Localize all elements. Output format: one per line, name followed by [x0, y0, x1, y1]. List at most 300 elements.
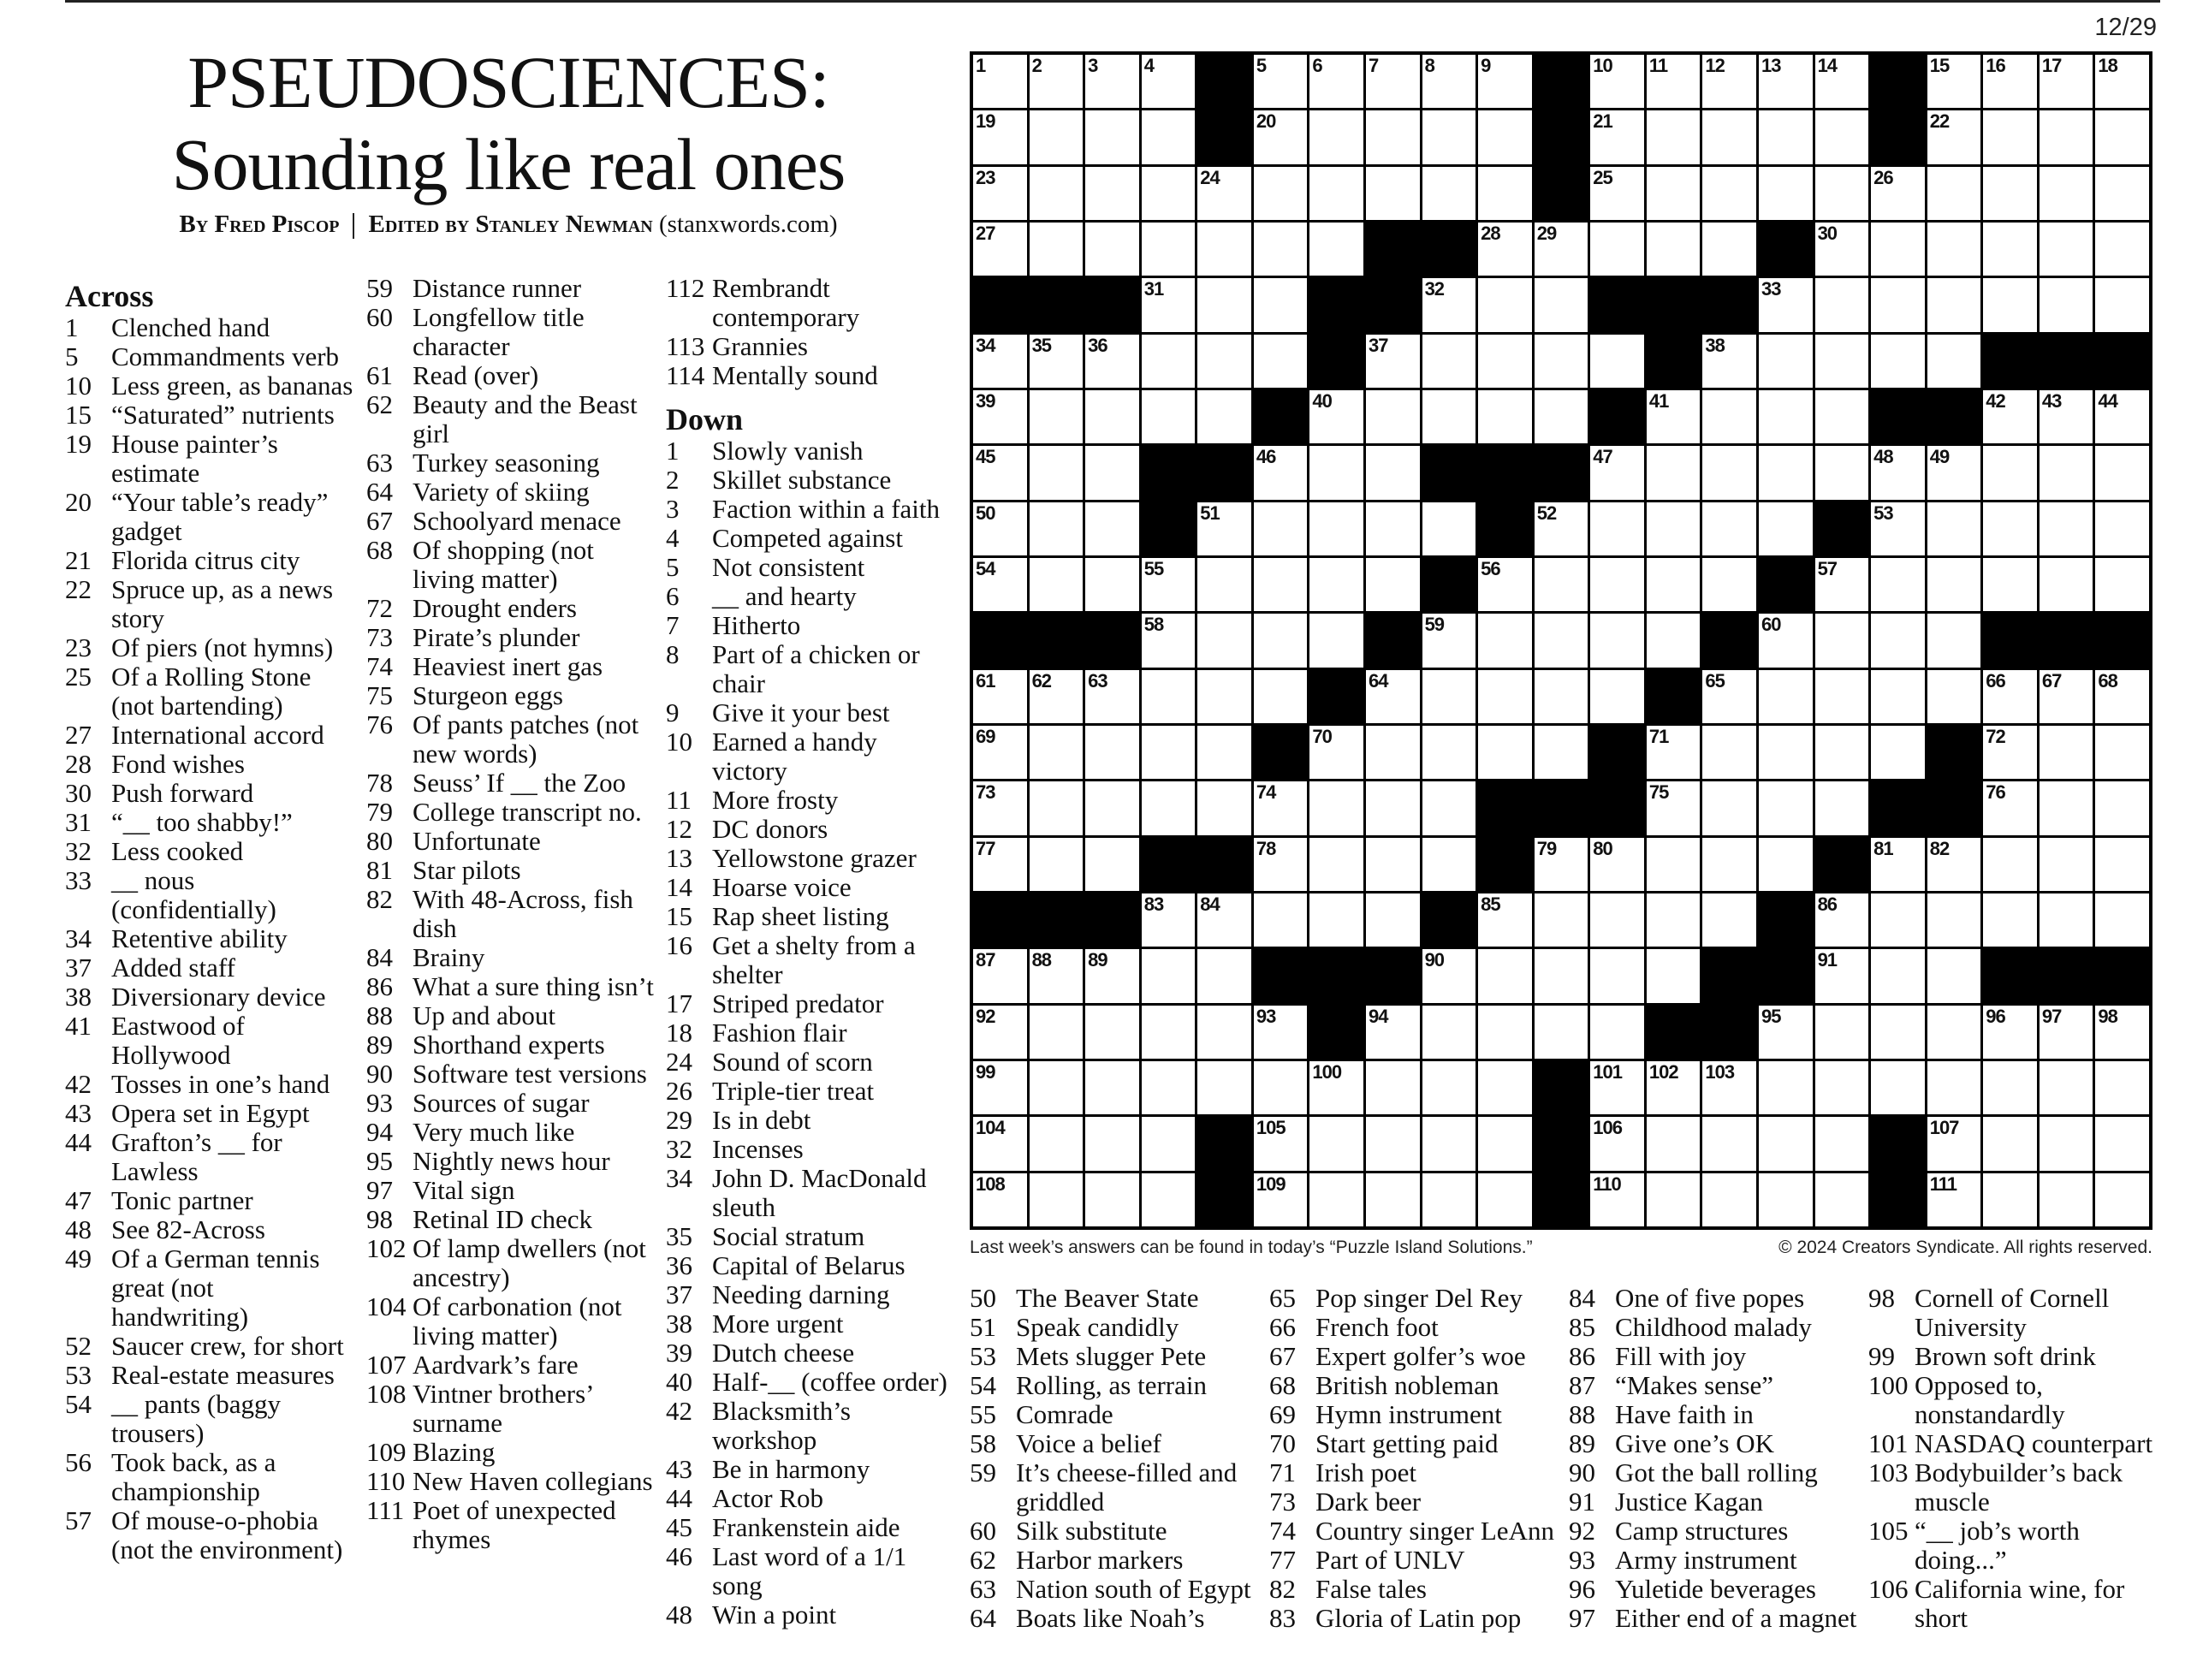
clue-item[interactable] — [65, 371, 356, 401]
clue-item[interactable] — [970, 1371, 1261, 1400]
grid-cell[interactable] — [1142, 558, 1196, 611]
grid-cell[interactable] — [1815, 670, 1869, 723]
grid-cell[interactable] — [2040, 390, 2093, 443]
grid-cell[interactable] — [2040, 167, 2093, 220]
grid-cell[interactable] — [1197, 335, 1251, 388]
grid-cell[interactable] — [1983, 110, 2037, 163]
grid-cell[interactable] — [1142, 1006, 1196, 1059]
grid-cell[interactable] — [1142, 1061, 1196, 1114]
grid-cell[interactable] — [1478, 726, 1532, 779]
clue-item[interactable] — [1569, 1546, 1860, 1575]
grid-cell[interactable] — [2095, 781, 2149, 834]
clue-item[interactable] — [366, 798, 657, 827]
grid-cell[interactable] — [1759, 110, 1813, 163]
grid-cell[interactable] — [1366, 558, 1420, 611]
grid-cell[interactable] — [1309, 614, 1363, 667]
clue-item[interactable] — [1569, 1458, 1860, 1487]
grid-cell[interactable] — [2040, 110, 2093, 163]
grid-cell[interactable] — [1535, 390, 1588, 443]
grid-cell[interactable] — [2040, 838, 2093, 891]
clue-item[interactable] — [1868, 1429, 2159, 1458]
grid-cell[interactable] — [1983, 1061, 2037, 1114]
clue-item[interactable] — [366, 652, 657, 681]
grid-cell[interactable] — [2095, 167, 2149, 220]
grid-cell[interactable] — [1702, 167, 1756, 220]
grid-cell[interactable] — [1535, 558, 1588, 611]
grid-cell[interactable] — [1085, 949, 1139, 1002]
grid-cell[interactable] — [1478, 1006, 1532, 1059]
grid-cell[interactable] — [1085, 1006, 1139, 1059]
grid-cell[interactable] — [1254, 893, 1308, 947]
grid-cell[interactable] — [1085, 446, 1139, 499]
grid-cell[interactable] — [1927, 838, 1981, 891]
clue-item[interactable] — [1269, 1458, 1560, 1487]
grid-cell[interactable] — [1647, 223, 1701, 276]
grid-cell[interactable] — [1309, 110, 1363, 163]
grid-cell[interactable] — [1142, 278, 1196, 331]
clue-item[interactable] — [1569, 1284, 1860, 1313]
clue-item[interactable] — [666, 274, 957, 332]
clue-item[interactable] — [1569, 1429, 1860, 1458]
grid-cell[interactable] — [1927, 1117, 1981, 1170]
grid-cell[interactable] — [1590, 558, 1644, 611]
clue-item[interactable] — [1868, 1458, 2159, 1517]
grid-cell[interactable] — [1983, 781, 2037, 834]
grid-cell[interactable] — [1366, 1173, 1420, 1226]
crossword-grid[interactable] — [970, 51, 2152, 1230]
grid-cell[interactable] — [1815, 781, 1869, 834]
grid-cell[interactable] — [1142, 335, 1196, 388]
grid-cell[interactable] — [2095, 1173, 2149, 1226]
clue-item[interactable] — [666, 1455, 957, 1484]
grid-cell[interactable] — [1647, 110, 1701, 163]
grid-cell[interactable] — [1815, 558, 1869, 611]
grid-cell[interactable] — [1871, 1061, 1925, 1114]
grid-cell[interactable] — [1815, 1006, 1869, 1059]
grid-cell[interactable] — [1197, 1061, 1251, 1114]
grid-cell[interactable] — [1366, 893, 1420, 947]
grid-cell[interactable] — [1590, 446, 1644, 499]
clue-item[interactable] — [666, 902, 957, 931]
grid-cell[interactable] — [1422, 1117, 1476, 1170]
grid-cell[interactable] — [1815, 726, 1869, 779]
grid-cell[interactable] — [1702, 726, 1756, 779]
grid-cell[interactable] — [1983, 1006, 2037, 1059]
grid-cell[interactable] — [1590, 893, 1644, 947]
clue-item[interactable] — [366, 1351, 657, 1380]
clue-item[interactable] — [65, 1099, 356, 1128]
clue-item[interactable] — [366, 1234, 657, 1292]
grid-cell[interactable] — [2095, 558, 2149, 611]
grid-cell[interactable] — [1309, 55, 1363, 108]
grid-cell[interactable] — [1927, 502, 1981, 555]
grid-cell[interactable] — [1142, 949, 1196, 1002]
grid-cell[interactable] — [1759, 446, 1813, 499]
grid-cell[interactable] — [1197, 223, 1251, 276]
grid-cell[interactable] — [1085, 726, 1139, 779]
clue-item[interactable] — [666, 815, 957, 844]
clue-item[interactable] — [366, 1176, 657, 1205]
grid-cell[interactable] — [2095, 390, 2149, 443]
grid-cell[interactable] — [1871, 223, 1925, 276]
clue-item[interactable] — [366, 536, 657, 594]
grid-cell[interactable] — [1422, 502, 1476, 555]
grid-cell[interactable] — [1927, 670, 1981, 723]
clue-item[interactable] — [666, 1106, 957, 1135]
grid-cell[interactable] — [1478, 278, 1532, 331]
clue-item[interactable] — [666, 1048, 957, 1077]
grid-cell[interactable] — [1366, 726, 1420, 779]
grid-cell[interactable] — [1030, 502, 1084, 555]
grid-cell[interactable] — [1927, 949, 1981, 1002]
clue-item[interactable] — [666, 1164, 957, 1222]
clue-item[interactable] — [1868, 1284, 2159, 1342]
grid-cell[interactable] — [1590, 502, 1644, 555]
clue-item[interactable] — [970, 1429, 1261, 1458]
clue-item[interactable] — [366, 448, 657, 478]
grid-cell[interactable] — [1422, 335, 1476, 388]
grid-cell[interactable] — [1142, 1117, 1196, 1170]
grid-cell[interactable] — [1366, 838, 1420, 891]
clue-item[interactable] — [1269, 1546, 1560, 1575]
grid-cell[interactable] — [1535, 502, 1588, 555]
grid-cell[interactable] — [2040, 1117, 2093, 1170]
clue-item[interactable] — [1269, 1284, 1560, 1313]
grid-cell[interactable] — [1871, 670, 1925, 723]
clue-item[interactable] — [65, 1390, 356, 1448]
clue-item[interactable] — [666, 1397, 957, 1455]
grid-cell[interactable] — [1142, 614, 1196, 667]
grid-cell[interactable] — [1815, 110, 1869, 163]
grid-cell[interactable] — [1815, 1117, 1869, 1170]
grid-cell[interactable] — [1927, 167, 1981, 220]
clue-item[interactable] — [666, 931, 957, 989]
grid-cell[interactable] — [1030, 223, 1084, 276]
clue-item[interactable] — [366, 623, 657, 652]
clue-item[interactable] — [1569, 1371, 1860, 1400]
grid-cell[interactable] — [2040, 893, 2093, 947]
grid-cell[interactable] — [1815, 614, 1869, 667]
grid-cell[interactable] — [1254, 670, 1308, 723]
clue-item[interactable] — [970, 1575, 1261, 1604]
grid-cell[interactable] — [1647, 55, 1701, 108]
clue-item[interactable] — [65, 1332, 356, 1361]
clue-item[interactable] — [366, 1292, 657, 1351]
clue-item[interactable] — [666, 989, 957, 1018]
grid-cell[interactable] — [1983, 1117, 2037, 1170]
clue-item[interactable] — [366, 1438, 657, 1467]
clue-item[interactable] — [65, 837, 356, 866]
clue-item[interactable] — [65, 750, 356, 779]
grid-cell[interactable] — [1535, 893, 1588, 947]
grid-cell[interactable] — [1309, 1173, 1363, 1226]
grid-cell[interactable] — [1366, 335, 1420, 388]
grid-cell[interactable] — [2095, 726, 2149, 779]
grid-cell[interactable] — [1983, 446, 2037, 499]
grid-cell[interactable] — [2040, 726, 2093, 779]
clue-item[interactable] — [666, 553, 957, 582]
clue-item[interactable] — [666, 786, 957, 815]
grid-cell[interactable] — [1702, 558, 1756, 611]
grid-cell[interactable] — [1590, 1061, 1644, 1114]
grid-cell[interactable] — [1197, 502, 1251, 555]
grid-cell[interactable] — [1815, 949, 1869, 1002]
clue-item[interactable] — [1569, 1342, 1860, 1371]
grid-cell[interactable] — [1030, 670, 1084, 723]
clue-item[interactable] — [65, 721, 356, 750]
grid-cell[interactable] — [1647, 558, 1701, 611]
grid-cell[interactable] — [1478, 949, 1532, 1002]
grid-cell[interactable] — [1702, 1173, 1756, 1226]
clue-item[interactable] — [970, 1517, 1261, 1546]
grid-cell[interactable] — [1085, 502, 1139, 555]
grid-cell[interactable] — [1815, 167, 1869, 220]
clue-item[interactable] — [366, 943, 657, 972]
grid-cell[interactable] — [1030, 781, 1084, 834]
grid-cell[interactable] — [1197, 167, 1251, 220]
clue-item[interactable] — [366, 390, 657, 448]
grid-cell[interactable] — [1030, 1061, 1084, 1114]
grid-cell[interactable] — [1759, 1061, 1813, 1114]
clue-item[interactable] — [366, 1089, 657, 1118]
clue-item[interactable] — [366, 478, 657, 507]
grid-cell[interactable] — [1422, 838, 1476, 891]
clue-item[interactable] — [65, 313, 356, 342]
clue-item[interactable] — [666, 1600, 957, 1630]
grid-cell[interactable] — [1254, 1173, 1308, 1226]
grid-cell[interactable] — [1142, 110, 1196, 163]
grid-cell[interactable] — [1759, 167, 1813, 220]
grid-cell[interactable] — [2095, 893, 2149, 947]
clue-item[interactable] — [1868, 1342, 2159, 1371]
grid-cell[interactable] — [1702, 335, 1756, 388]
clue-item[interactable] — [65, 1448, 356, 1506]
clue-item[interactable] — [1569, 1487, 1860, 1517]
clue-item[interactable] — [366, 972, 657, 1001]
clue-item[interactable] — [65, 1128, 356, 1186]
clue-item[interactable] — [970, 1604, 1261, 1633]
grid-cell[interactable] — [1030, 726, 1084, 779]
grid-cell[interactable] — [1983, 1173, 2037, 1226]
grid-cell[interactable] — [1759, 390, 1813, 443]
grid-cell[interactable] — [1535, 335, 1588, 388]
grid-cell[interactable] — [1085, 167, 1139, 220]
grid-cell[interactable] — [1927, 558, 1981, 611]
grid-cell[interactable] — [1422, 949, 1476, 1002]
grid-cell[interactable] — [1759, 670, 1813, 723]
grid-cell[interactable] — [1927, 614, 1981, 667]
clue-item[interactable] — [666, 582, 957, 611]
grid-cell[interactable] — [1983, 558, 2037, 611]
grid-cell[interactable] — [1478, 110, 1532, 163]
grid-cell[interactable] — [1142, 893, 1196, 947]
grid-cell[interactable] — [1927, 446, 1981, 499]
clue-item[interactable] — [666, 524, 957, 553]
grid-cell[interactable] — [1983, 726, 2037, 779]
grid-cell[interactable] — [1085, 390, 1139, 443]
clue-item[interactable] — [1269, 1400, 1560, 1429]
grid-cell[interactable] — [1702, 838, 1756, 891]
grid-cell[interactable] — [1702, 223, 1756, 276]
grid-cell[interactable] — [1254, 1006, 1308, 1059]
clue-item[interactable] — [666, 1280, 957, 1309]
grid-cell[interactable] — [973, 1173, 1027, 1226]
clue-item[interactable] — [666, 1135, 957, 1164]
grid-cell[interactable] — [1030, 110, 1084, 163]
clue-item[interactable] — [666, 1484, 957, 1513]
grid-cell[interactable] — [1254, 781, 1308, 834]
grid-cell[interactable] — [1983, 390, 2037, 443]
clue-item[interactable] — [366, 1118, 657, 1147]
grid-cell[interactable] — [2040, 1061, 2093, 1114]
grid-cell[interactable] — [1647, 726, 1701, 779]
grid-cell[interactable] — [1871, 1006, 1925, 1059]
grid-cell[interactable] — [1254, 558, 1308, 611]
grid-cell[interactable] — [1197, 614, 1251, 667]
clue-item[interactable] — [666, 1018, 957, 1048]
clue-item[interactable] — [1269, 1429, 1560, 1458]
grid-cell[interactable] — [1702, 390, 1756, 443]
grid-cell[interactable] — [1366, 446, 1420, 499]
grid-cell[interactable] — [1983, 223, 2037, 276]
grid-cell[interactable] — [1309, 726, 1363, 779]
grid-cell[interactable] — [1254, 167, 1308, 220]
grid-cell[interactable] — [1702, 1061, 1756, 1114]
clue-item[interactable] — [366, 1147, 657, 1176]
grid-cell[interactable] — [973, 502, 1027, 555]
grid-cell[interactable] — [1590, 949, 1644, 1002]
grid-cell[interactable] — [2095, 670, 2149, 723]
grid-cell[interactable] — [1478, 893, 1532, 947]
clue-item[interactable] — [1269, 1517, 1560, 1546]
grid-cell[interactable] — [1647, 446, 1701, 499]
grid-cell[interactable] — [2095, 278, 2149, 331]
clue-item[interactable] — [666, 611, 957, 640]
grid-cell[interactable] — [2040, 558, 2093, 611]
grid-cell[interactable] — [1647, 167, 1701, 220]
clue-item[interactable] — [65, 1215, 356, 1244]
grid-cell[interactable] — [1254, 1061, 1308, 1114]
grid-cell[interactable] — [2040, 1173, 2093, 1226]
clue-item[interactable] — [65, 342, 356, 371]
grid-cell[interactable] — [1871, 558, 1925, 611]
grid-cell[interactable] — [1983, 893, 2037, 947]
grid-cell[interactable] — [1759, 838, 1813, 891]
grid-cell[interactable] — [1254, 335, 1308, 388]
clue-item[interactable] — [366, 594, 657, 623]
grid-cell[interactable] — [1702, 55, 1756, 108]
grid-cell[interactable] — [1983, 670, 2037, 723]
grid-cell[interactable] — [2040, 502, 2093, 555]
grid-cell[interactable] — [1197, 949, 1251, 1002]
grid-cell[interactable] — [1030, 167, 1084, 220]
grid-cell[interactable] — [1085, 110, 1139, 163]
grid-cell[interactable] — [1590, 1117, 1644, 1170]
clue-item[interactable] — [1269, 1371, 1560, 1400]
grid-cell[interactable] — [1309, 446, 1363, 499]
grid-cell[interactable] — [1759, 335, 1813, 388]
clue-item[interactable] — [366, 769, 657, 798]
grid-cell[interactable] — [1422, 1006, 1476, 1059]
grid-cell[interactable] — [1142, 223, 1196, 276]
grid-cell[interactable] — [973, 446, 1027, 499]
clue-item[interactable] — [666, 1077, 957, 1106]
clue-item[interactable] — [666, 436, 957, 466]
grid-cell[interactable] — [1815, 278, 1869, 331]
clue-item[interactable] — [366, 1496, 657, 1554]
grid-cell[interactable] — [1927, 1061, 1981, 1114]
grid-cell[interactable] — [1085, 1061, 1139, 1114]
grid-cell[interactable] — [1590, 1173, 1644, 1226]
grid-cell[interactable] — [1647, 1061, 1701, 1114]
grid-cell[interactable] — [1871, 893, 1925, 947]
clue-item[interactable] — [65, 1012, 356, 1070]
grid-cell[interactable] — [1197, 893, 1251, 947]
clue-item[interactable] — [1269, 1604, 1560, 1633]
clue-item[interactable] — [970, 1458, 1261, 1517]
clue-item[interactable] — [65, 779, 356, 808]
clue-item[interactable] — [666, 844, 957, 873]
grid-cell[interactable] — [1030, 335, 1084, 388]
clue-item[interactable] — [65, 1244, 356, 1332]
grid-cell[interactable] — [1254, 278, 1308, 331]
grid-cell[interactable] — [1647, 1173, 1701, 1226]
clue-item[interactable] — [1868, 1517, 2159, 1575]
grid-cell[interactable] — [1254, 223, 1308, 276]
grid-cell[interactable] — [1590, 335, 1644, 388]
grid-cell[interactable] — [1366, 1006, 1420, 1059]
grid-cell[interactable] — [1309, 781, 1363, 834]
clue-item[interactable] — [366, 856, 657, 885]
grid-cell[interactable] — [1366, 1117, 1420, 1170]
grid-cell[interactable] — [1478, 223, 1532, 276]
grid-cell[interactable] — [1759, 55, 1813, 108]
grid-cell[interactable] — [1759, 1173, 1813, 1226]
grid-cell[interactable] — [1197, 726, 1251, 779]
grid-cell[interactable] — [1197, 558, 1251, 611]
grid-cell[interactable] — [1759, 1006, 1813, 1059]
grid-cell[interactable] — [2095, 1006, 2149, 1059]
clue-item[interactable] — [65, 401, 356, 430]
grid-cell[interactable] — [1142, 390, 1196, 443]
grid-cell[interactable] — [1535, 726, 1588, 779]
grid-cell[interactable] — [973, 167, 1027, 220]
grid-cell[interactable] — [1702, 110, 1756, 163]
grid-cell[interactable] — [1197, 1006, 1251, 1059]
grid-cell[interactable] — [1085, 1173, 1139, 1226]
grid-cell[interactable] — [1759, 502, 1813, 555]
grid-cell[interactable] — [1085, 670, 1139, 723]
clue-item[interactable] — [366, 1467, 657, 1496]
clue-item[interactable] — [366, 827, 657, 856]
grid-cell[interactable] — [1422, 278, 1476, 331]
grid-cell[interactable] — [1085, 558, 1139, 611]
clue-item[interactable] — [1569, 1400, 1860, 1429]
grid-cell[interactable] — [973, 1061, 1027, 1114]
grid-cell[interactable] — [1030, 949, 1084, 1002]
grid-cell[interactable] — [1815, 1173, 1869, 1226]
grid-cell[interactable] — [1478, 558, 1532, 611]
grid-cell[interactable] — [973, 1117, 1027, 1170]
grid-cell[interactable] — [1366, 390, 1420, 443]
grid-cell[interactable] — [973, 335, 1027, 388]
grid-cell[interactable] — [1422, 110, 1476, 163]
grid-cell[interactable] — [1702, 893, 1756, 947]
grid-cell[interactable] — [973, 223, 1027, 276]
clue-item[interactable] — [65, 546, 356, 575]
clue-item[interactable] — [666, 1251, 957, 1280]
grid-cell[interactable] — [1590, 167, 1644, 220]
